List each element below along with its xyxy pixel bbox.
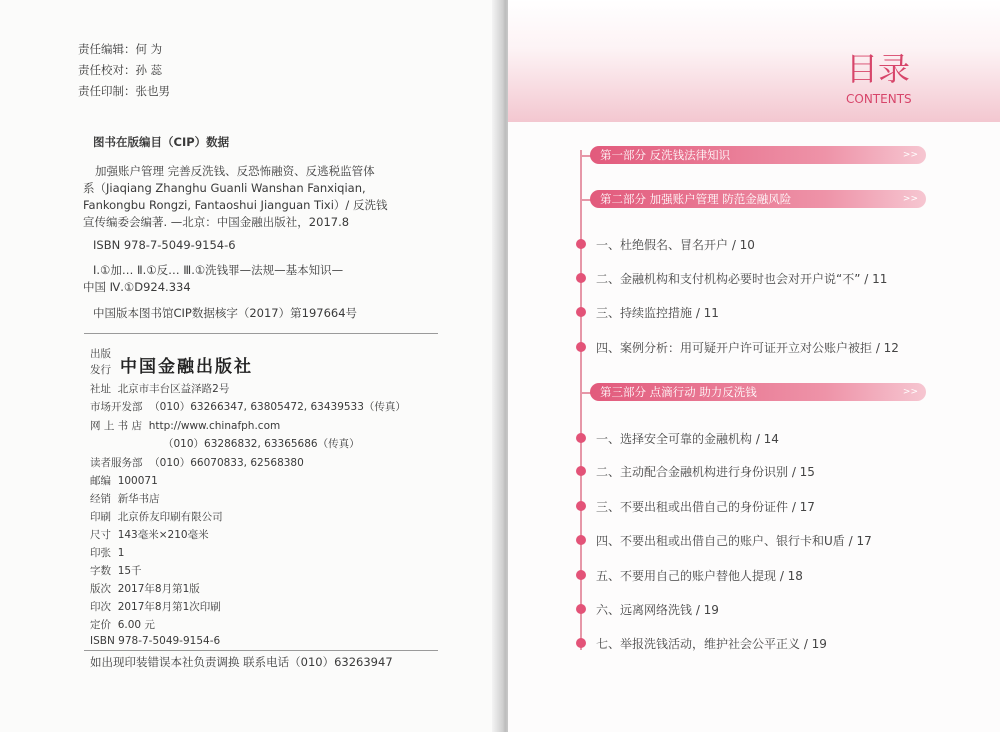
pub-row: （010）63286832, 63365686（传真） (163, 438, 360, 450)
toc-bullet (576, 535, 586, 545)
cip-classification: 中国 Ⅳ.①D924.334 (83, 280, 191, 294)
pub-row: 印张 1 (90, 547, 125, 559)
pub-row: 尺寸 143毫米×210毫米 (90, 529, 209, 541)
toc-bullet (576, 307, 586, 317)
toc-bullet (576, 604, 586, 614)
toc-bullet (576, 273, 586, 283)
pub-row: 社址 北京市丰台区益泽路2号 (90, 383, 230, 395)
more-icon: >> (902, 387, 918, 397)
pub-row: 印次 2017年8月第1次印刷 (90, 601, 221, 613)
credit-proofreader: 责任校对：孙 蕊 (78, 63, 163, 77)
cip-isbn: ISBN 978-7-5049-9154-6 (93, 238, 236, 252)
toc-item[interactable]: 五、不要用自己的账户替他人提现 / 18 (596, 569, 803, 583)
pub-row: 邮编 100071 (90, 475, 158, 487)
credit-printing: 责任印制：张也男 (78, 84, 170, 98)
toc-item[interactable]: 一、选择安全可靠的金融机构 / 14 (596, 432, 779, 446)
toc-item[interactable]: 二、金融机构和支付机构必要时也会对开户说“不” / 11 (596, 272, 888, 286)
publisher-label: 发行 (90, 364, 111, 376)
cip-classification: Ⅰ.①加… Ⅱ.①反… Ⅲ.①洗钱罪—法规—基本知识— (93, 263, 344, 277)
publisher-label: 出版 (90, 348, 111, 360)
toc-bullet (576, 433, 586, 443)
toc-item[interactable]: 七、举报洗钱活动，维护社会公平正义 / 19 (596, 637, 827, 651)
publisher-logo: 中国金融出版社 (120, 357, 253, 377)
divider (84, 333, 438, 334)
cip-line: 系（Jiaqiang Zhanghu Guanli Wanshan Fanxiqian, (83, 181, 366, 195)
pub-row: 市场开发部 （010）63266347, 63805472, 63439533（传真） (90, 401, 406, 413)
toc-part-3[interactable]: 第三部分 点滴行动 助力反洗钱 >> (590, 383, 926, 401)
cip-line: 加强账户管理 完善反洗钱、反恐怖融资、反逃税监管体 (95, 164, 375, 178)
cip-heading: 图书在版编目（CIP）数据 (93, 135, 230, 149)
pub-row: 经销 新华书店 (90, 493, 160, 505)
toc-item[interactable]: 二、主动配合金融机构进行身份识别 / 15 (596, 465, 815, 479)
more-icon: >> (902, 150, 918, 160)
more-icon: >> (902, 194, 918, 204)
pub-row: 版次 2017年8月第1版 (90, 583, 200, 595)
toc-item[interactable]: 六、远离网络洗钱 / 19 (596, 603, 719, 617)
divider (84, 650, 438, 651)
toc-item[interactable]: 四、不要出租或出借自己的账户、银行卡和U盾 / 17 (596, 534, 872, 548)
cip-number: 中国版本图书馆CIP数据核字（2017）第197664号 (93, 306, 358, 320)
pub-row: 印刷 北京侨友印刷有限公司 (90, 511, 223, 523)
toc-bullet (576, 342, 586, 352)
credit-editor: 责任编辑：何 为 (78, 42, 163, 56)
toc-bullet (576, 466, 586, 476)
pub-isbn: ISBN 978-7-5049-9154-6 (90, 635, 221, 647)
contents-subtitle: CONTENTS (846, 92, 912, 106)
toc-bullet (576, 239, 586, 249)
pub-row: 定价 6.00 元 (90, 619, 155, 631)
pub-row: 网 上 书 店 http://www.chinafph.com (90, 420, 281, 432)
contents-title: 目录 (846, 50, 911, 88)
pub-row: 读者服务部 （010）66070833, 62568380 (90, 457, 304, 469)
contents-header-band (508, 0, 1000, 122)
cip-line: 宣传编委会编著. —北京：中国金融出版社，2017.8 (83, 215, 350, 229)
toc-item[interactable]: 四、案例分析：用可疑开户许可证开立对公账户被拒 / 12 (596, 341, 899, 355)
toc-item[interactable]: 一、杜绝假名、冒名开户 / 10 (596, 238, 755, 252)
toc-bullet (576, 638, 586, 648)
toc-part-1[interactable]: 第一部分 反洗钱法律知识 >> (590, 146, 926, 164)
cip-line: Fankongbu Rongzi, Fantaoshui Jianguan Tixi）/ 反洗钱 (83, 198, 388, 212)
pub-notice: 如出现印装错误本社负责调换 联系电话（010）63263947 (90, 655, 393, 669)
toc-bullet (576, 501, 586, 511)
toc-item[interactable]: 三、持续监控措施 / 11 (596, 306, 719, 320)
toc-item[interactable]: 三、不要出租或出借自己的身份证件 / 17 (596, 500, 815, 514)
toc-bullet (576, 570, 586, 580)
toc-part-2[interactable]: 第二部分 加强账户管理 防范金融风险 >> (590, 190, 926, 208)
pub-row: 字数 15千 (90, 565, 142, 577)
